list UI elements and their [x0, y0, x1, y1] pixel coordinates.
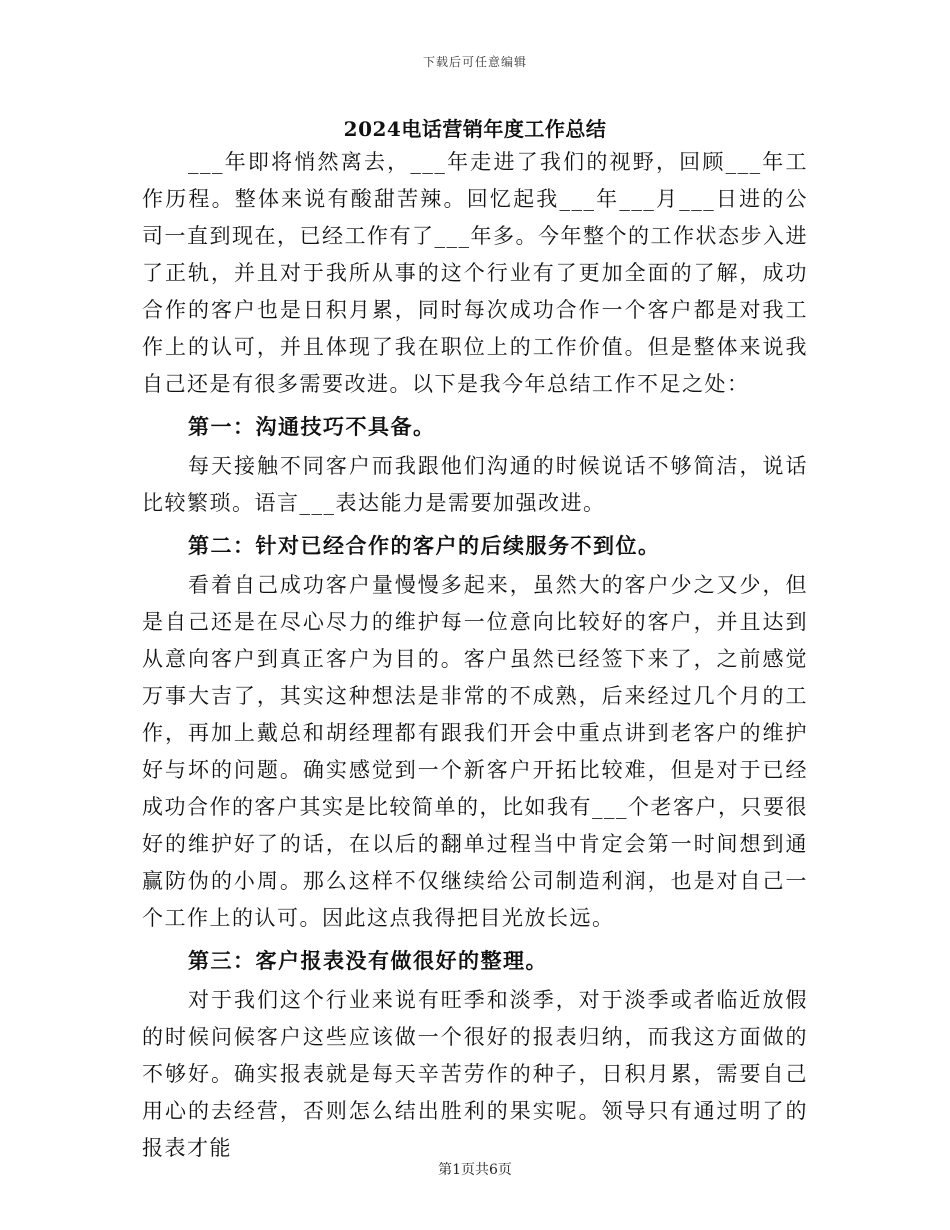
document-body	[142, 144, 808, 1172]
section-heading-2: 第二：针对已经合作的客户的后续服务不到位。	[188, 533, 661, 558]
paragraph-section-3: 对于我们这个行业来说有旺季和淡季，对于淡季或者临近放假的时候问候客户这些应该做一个很好的报表归纳，而我这方面做的不够好。确实报表就是每天辛苦劳作的种子，日积月累，需要自己用心的去经营，否则怎么结出胜利的果实呢。领导只有通过明了的报表才能	[142, 988, 808, 1160]
paragraph-intro: ___年即将悄然离去，___年走进了我们的视野，回顾___年工作历程。整体来说有酸甜苦辣。回忆起我___年___月___日进的公司一直到现在，已经工作有了___年多。今年整个的工作状态步入进了正轨，并且对于我所从事的这个行业有了更加全面的了解，成功合作的客户也是日积月累，同时每次成功合作一个客户都是对我工作上的认可，并且体现了我在职位上的工作价值。但是整体来说我自己还是有很多需要改进。以下是我今年总结工作不足之处：	[142, 150, 808, 396]
paragraph-section-1: 每天接触不同客户而我跟他们沟通的时候说话不够简洁，说话比较繁琐。语言___表达能力是需要加强改进。	[142, 454, 808, 515]
paragraph-section-2: 看着自己成功客户量慢慢多起来，虽然大的客户少之又少，但是自己还是在尽心尽力的维护每一位意向比较好的客户，并且达到从意向客户到真正客户为目的。客户虽然已经签下来了，之前感觉万事大吉了，其实这种想法是非常的不成熟，后来经过几个月的工作，再加上戴总和胡经理都有跟我们开会中重点讲到老客户的维护好与坏的问题。确实感觉到一个新客户开拓比较难，但是对于已经成功合作的客户其实是比较简单的，比如我有___个老客户，只要很好的维护好了的话，在以后的翻单过程当中肯定会第一时间想到通赢防伪的小周。那么这样不仅继续给公司制造利润，也是对自己一个工作上的认可。因此这点我得把目光放长远。	[142, 573, 808, 930]
section-heading-3: 第三：客户报表没有做很好的整理。	[188, 948, 548, 973]
document-title: 2024电话营销年度工作总结	[343, 117, 607, 141]
header-note: 下载后可任意编辑	[422, 55, 527, 69]
page-number: 第1页共6页	[438, 1162, 512, 1178]
section-heading-1: 第一：沟通技巧不具备。	[188, 414, 436, 439]
